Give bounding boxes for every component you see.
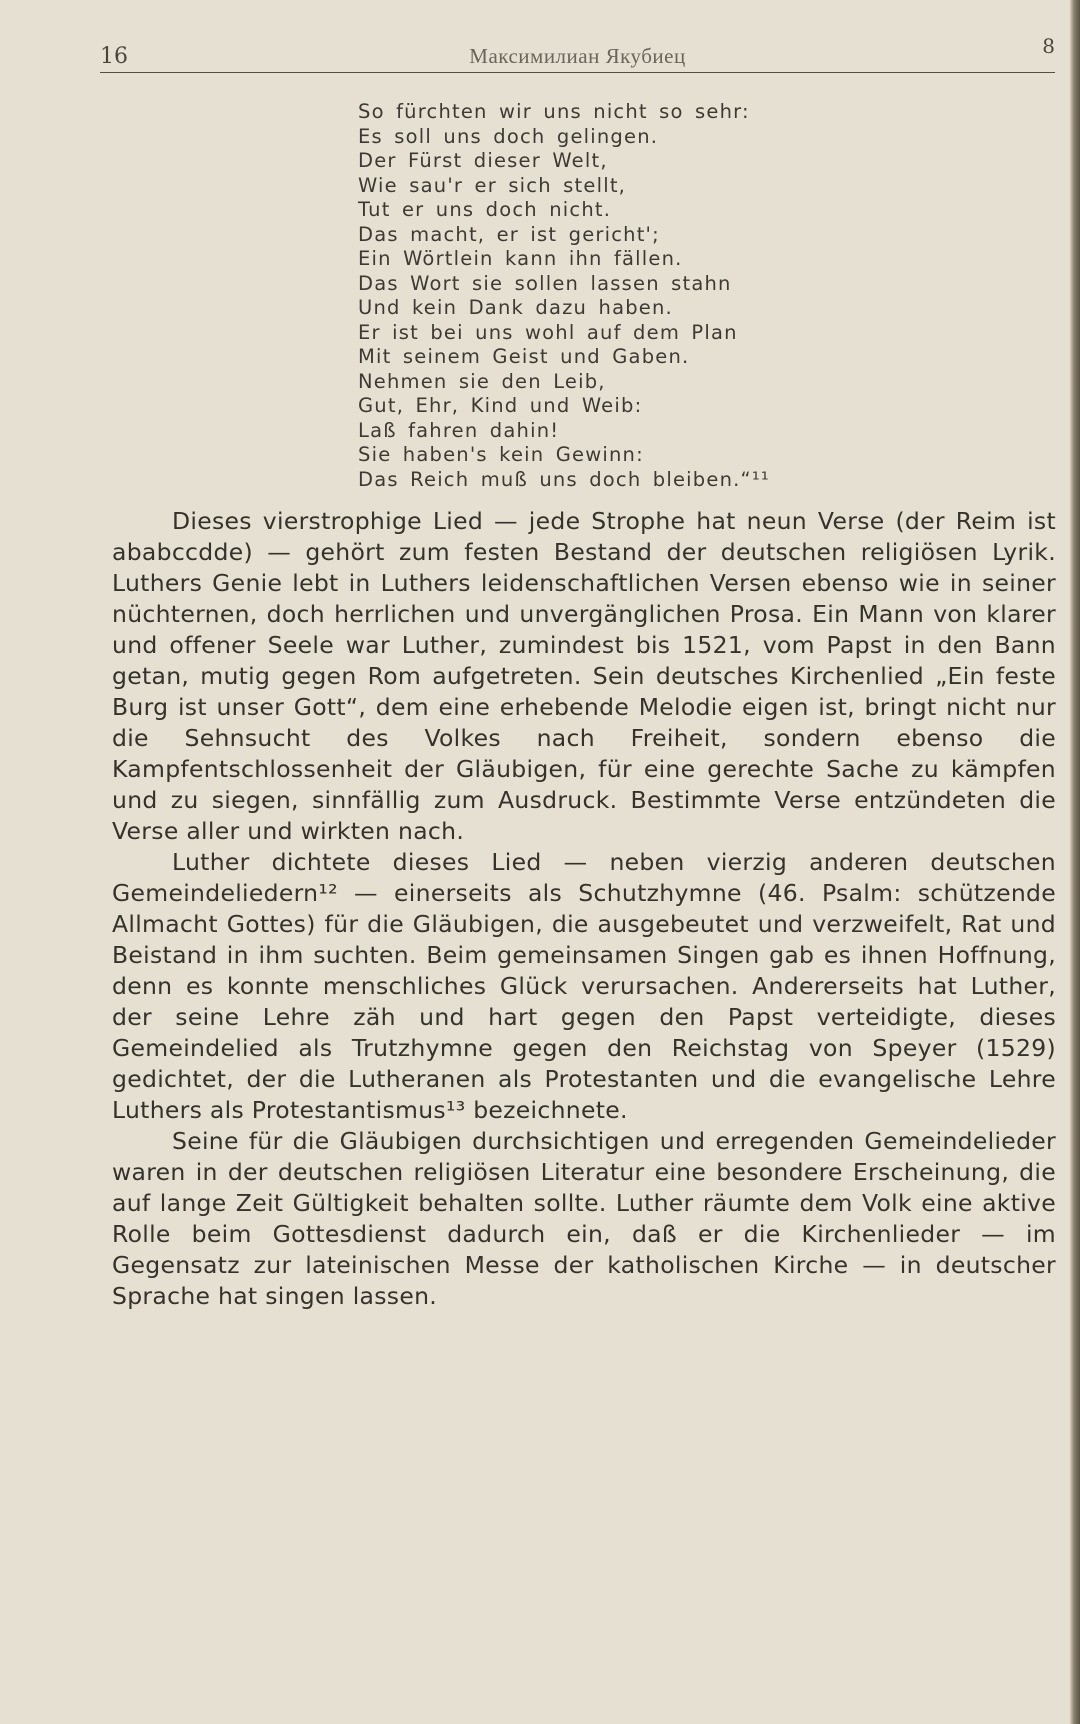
page-edge-shadow <box>1070 0 1080 1724</box>
poem-line: Das Reich muß uns doch bleiben.“¹¹ <box>358 467 770 491</box>
poem-line: Der Fürst dieser Welt, <box>358 149 608 172</box>
page-header <box>100 34 1055 72</box>
running-title: Максимилиан Якубиец <box>469 44 686 68</box>
paragraph: Luther dichtete dieses Lied — neben vierzig anderen deutschen Gemeindeliedern¹² — einerseits als Schutzhymne (46. Psalm: schützende Allmacht Gottes) für die Gläubigen, die ausgebeutet und verzweifelt, Rat und Beistand in ihm suchten. Beim gemeinsamen Singen gab es ihnen Hoffnung, denn es konnte menschliches Glück verursachen. Andererseits hat Luther, der seine Lehre zäh und hart gegen den Papst verteidigte, dieses Gemeindelied als Trutzhymne gegen den Reichstag von Speyer (1529) gedichtet, der die Lutheranen als Protestanten und die evangelische Lehre Luthers als Protestantismus¹³ bezeichnete. <box>112 848 1056 1124</box>
poem-quote <box>358 100 878 492</box>
poem-line: Das Wort sie sollen lassen stahn <box>358 271 732 295</box>
poem-line: Laß fahren dahin! <box>358 418 560 442</box>
poem-line: Es soll uns doch gelingen. <box>358 124 659 148</box>
poem-line: Nehmen sie den Leib, <box>358 369 606 393</box>
poem-line: Mit seinem Geist und Gaben. <box>358 345 690 368</box>
body-text <box>112 506 1056 1312</box>
poem-line: So fürchten wir uns nicht so sehr: <box>358 100 750 123</box>
paragraph: Seine für die Gläubigen durchsichtigen und erregenden Gemeindelieder waren in der deutschen religiösen Literatur eine besondere Erscheinung, die auf lange Zeit Gültigkeit behalten sollte. Luther räumte dem Volk eine aktive Rolle beim Gottesdienst dadurch ein, daß er die Kirchenlieder — im Gegensatz zur lateinischen Messe der katholischen Kirche — in deutscher Sprache hat singen lassen. <box>112 1127 1056 1310</box>
poem-line: Und kein Dank dazu haben. <box>358 296 673 319</box>
paragraph: Dieses vierstrophige Lied — jede Strophe hat neun Verse (der Reim ist ababccdde) — gehört zum festen Bestand der deutschen religiösen Lyrik. Luthers Genie lebt in Luthers leidenschaftlichen Versen ebenso wie in seiner nüchternen, doch herrlichen und unvergänglichen Prosa. Ein Mann von klarer und offener Seele war Luther, zumindest bis 1521, vom Papst in den Bann getan, mutig gegen Rom aufgetreten. Sein deutsches Kirchenlied „Ein feste Burg ist unser Gott“, dem eine erhebende Melodie eigen ist, bringt nicht nur die Sehnsucht des Volkes nach Freiheit, sondern ebenso die Kampfentschlossenheit der Gläubigen, für eine gerechte Sache zu kämpfen und zu siegen, sinnfällig zum Ausdruck. Bestimmte Verse entzündeten die Verse aller und wirkten nach. <box>112 507 1056 845</box>
poem-line: Gut, Ehr, Kind und Weib: <box>358 394 643 417</box>
poem-line: Wie sau'r er sich stellt, <box>358 173 627 197</box>
header-rule <box>100 72 1055 73</box>
corner-mark: 8 <box>1042 34 1055 58</box>
poem-line: Das macht, er ist gericht'; <box>358 222 660 246</box>
poem-line: Ein Wörtlein kann ihn fällen. <box>358 247 683 270</box>
page-number: 16 <box>100 44 128 69</box>
poem-line: Tut er uns doch nicht. <box>358 198 612 221</box>
poem-line: Er ist bei uns wohl auf dem Plan <box>358 320 738 344</box>
poem-line: Sie haben's kein Gewinn: <box>358 443 644 466</box>
